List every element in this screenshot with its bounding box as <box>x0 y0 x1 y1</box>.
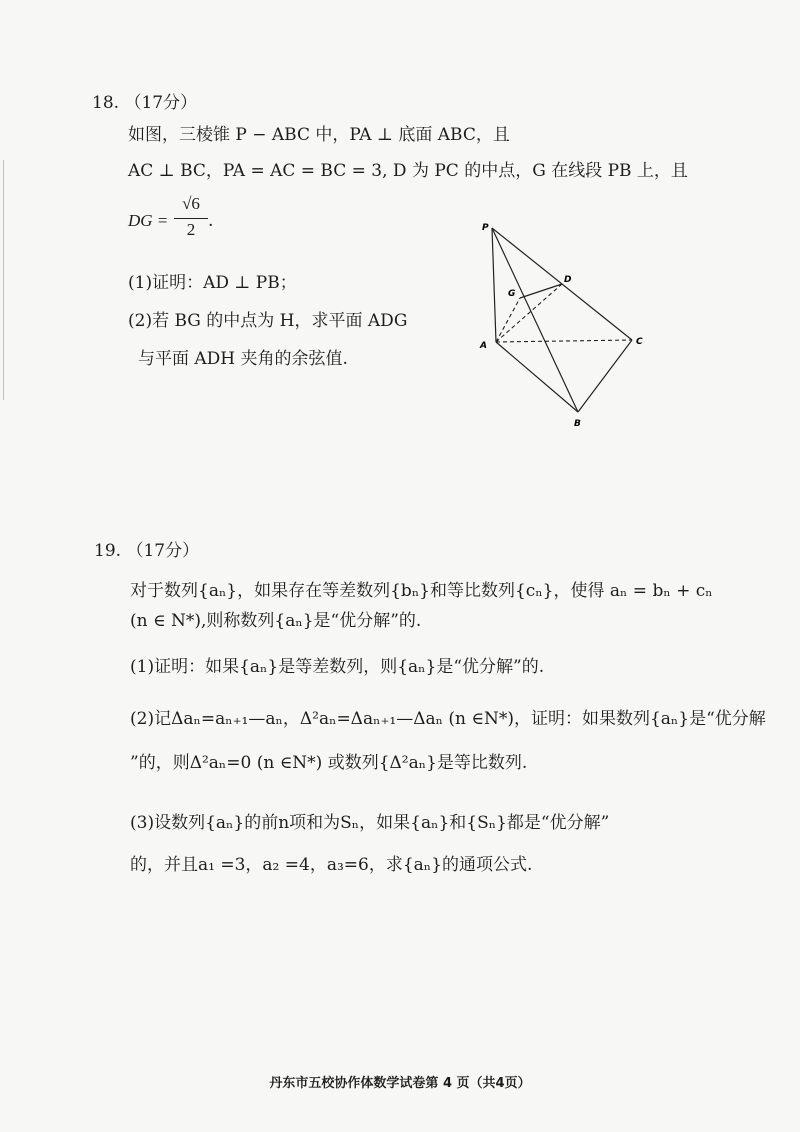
q18-part-2b: 与平面 ADH 夹角的余弦值. <box>138 349 348 369</box>
q18-dg-fraction <box>174 194 208 244</box>
label-D: D <box>564 275 572 285</box>
fraction-numerator: √6 <box>182 194 200 213</box>
q18-heading: 18. （17分） <box>92 93 198 113</box>
edge-PA <box>492 228 496 342</box>
q18-line-2: AC ⊥ BC，PA = AC = BC = 3, D 为 PC 的中点，G 在线段 PB 上，且 <box>128 161 688 181</box>
q18-part-2a: (2)若 BG 的中点为 H，求平面 ADG <box>128 311 408 331</box>
fraction-denominator: 2 <box>186 220 196 239</box>
q18-dg-lhs: DG = <box>128 211 169 230</box>
edge-CB <box>578 340 632 412</box>
tetrahedron-figure <box>470 218 650 433</box>
segment-AD-dashed <box>496 284 562 342</box>
binding-margin-line <box>3 160 4 400</box>
label-A: A <box>480 341 487 351</box>
edge-AB <box>496 342 578 412</box>
label-C: C <box>636 337 643 347</box>
segment-AG-dashed <box>496 298 520 342</box>
q19-part-2a: (2)记Δaₙ=aₙ₊₁—aₙ，Δ²aₙ=Δaₙ₊₁—Δaₙ (n ∈N*)，证明：如果数列{aₙ}是“优分解 <box>130 709 766 729</box>
q18-part-1: (1)证明：AD ⊥ PB； <box>128 273 297 293</box>
q18-dg-period: . <box>208 211 214 231</box>
q19-intro-2: (n ∈ N*),则称数列{aₙ}是“优分解”的. <box>130 611 422 631</box>
fraction-bar <box>174 218 208 219</box>
q19-heading: 19. （17分） <box>94 541 200 561</box>
q19-intro-1: 对于数列{aₙ}，如果存在等差数列{bₙ}和等比数列{cₙ}，使得 aₙ = bₙ + cₙ <box>130 581 713 601</box>
label-P: P <box>482 223 489 233</box>
segment-GD <box>520 284 562 298</box>
q19-part-3b: 的，并且a₁ =3，a₂ =4，a₃=6，求{aₙ}的通项公式. <box>130 855 533 875</box>
q18-line-1: 如图，三棱锥 P − ABC 中，PA ⊥ 底面 ABC，且 <box>128 125 510 145</box>
label-B: B <box>574 419 581 429</box>
edge-PB <box>492 228 578 412</box>
label-G: G <box>508 289 516 299</box>
q19-part-3a: (3)设数列{aₙ}的前n项和为Sₙ，如果{aₙ}和{Sₙ}都是“优分解” <box>130 813 610 833</box>
q19-part-1: (1)证明：如果{aₙ}是等差数列，则{aₙ}是“优分解”的. <box>130 657 545 677</box>
edge-AC-dashed <box>496 340 632 342</box>
q19-part-2b: ”的，则Δ²aₙ=0 (n ∈N*) 或数列{Δ²aₙ}是等比数列. <box>130 753 528 773</box>
page-footer: 丹东市五校协作体数学试卷第 4 页（共4页） <box>269 1076 531 1091</box>
